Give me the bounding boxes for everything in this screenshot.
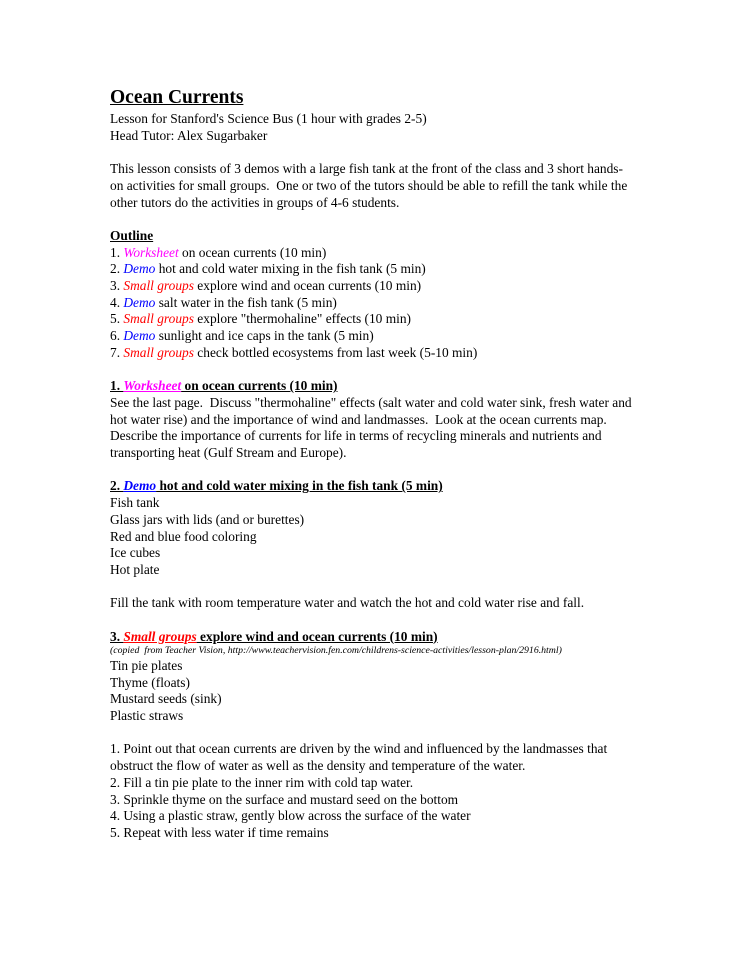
intro-paragraph: This lesson consists of 3 demos with a large fish tank at the front of the class and 3 short hands-on activities for small groups. One or two of the tutors should be able to refill the tank while the other tutors do the activities in groups of 4-6 students. xyxy=(110,161,631,210)
outline-item-6 xyxy=(110,328,634,345)
materials-item: Hot plate xyxy=(110,561,160,577)
materials-item: Glass jars with lids (and or burettes) xyxy=(110,511,305,527)
spacer xyxy=(110,211,634,228)
outline-item-keyword: Demo xyxy=(123,328,156,344)
spacer xyxy=(110,144,634,161)
spacer xyxy=(110,579,634,596)
outline-item-keyword: Small groups xyxy=(123,278,194,293)
outline-item-3 xyxy=(110,278,634,295)
outline-item-prefix: 6. xyxy=(110,328,124,344)
step-line: 3. Sprinkle thyme on the surface and mustard seed on the bottom xyxy=(110,791,459,807)
outline-item-rest: explore wind and ocean currents (10 min) xyxy=(193,278,422,293)
outline-item-2 xyxy=(110,261,634,278)
spacer xyxy=(110,612,634,629)
outline-item-keyword: Small groups xyxy=(123,344,194,360)
outline-item-prefix: 1. xyxy=(110,244,124,260)
step-line: 1. Point out that ocean currents are driven by the wind and influenced by the landmasses that obstruct the flow of water as well as the density and temperature of the water. xyxy=(110,741,611,774)
section-heading-prefix: 3. xyxy=(110,628,124,644)
doc-title: Ocean Currents xyxy=(110,87,244,108)
step-line: 5. Repeat with less water if time remains xyxy=(110,824,329,840)
section-heading-prefix: 1. xyxy=(110,378,124,394)
materials-item: Thyme (floats) xyxy=(110,674,190,690)
section-heading-keyword: Worksheet xyxy=(123,378,182,394)
spacer xyxy=(110,362,634,379)
materials-item: Fish tank xyxy=(110,495,160,511)
outline-item-prefix: 5. xyxy=(110,311,124,327)
section-heading-keyword: Demo xyxy=(123,478,157,494)
outline-item-prefix: 4. xyxy=(110,294,124,310)
spacer xyxy=(110,462,634,479)
section-heading-rest: on ocean currents (10 min) xyxy=(181,378,338,394)
outline-item-keyword: Demo xyxy=(123,261,156,277)
materials-item: Ice cubes xyxy=(110,545,161,561)
outline-item-4 xyxy=(110,295,634,312)
outline-item-5 xyxy=(110,311,634,328)
section-2-note: Fill the tank with room temperature water and watch the hot and cold water rise and fall. xyxy=(110,595,585,611)
section-3-heading xyxy=(110,629,634,646)
outline-item-rest: hot and cold water mixing in the fish tank (5 min) xyxy=(155,261,426,277)
step-line: 2. Fill a tin pie plate to the inner rim with cold tap water. xyxy=(110,774,414,790)
outline-item-prefix: 7. xyxy=(110,344,124,360)
outline-item-rest: on ocean currents (10 min) xyxy=(178,244,327,260)
section-heading-rest: explore wind and ocean currents (10 min) xyxy=(196,628,438,644)
outline-item-rest: check bottled ecosystems from last week (5-10 min) xyxy=(193,344,478,360)
meta-line-lesson: Lesson for Stanford's Science Bus (1 hour with grades 2-5) xyxy=(110,111,427,126)
outline-heading: Outline xyxy=(110,227,154,243)
outline-item-prefix: 2. xyxy=(110,261,124,277)
outline-item-keyword: Small groups xyxy=(123,311,194,327)
outline-item-7 xyxy=(110,345,634,362)
outline-item-rest: salt water in the fish tank (5 min) xyxy=(155,294,337,310)
section-heading-keyword: Small groups xyxy=(123,628,197,644)
section-2-heading xyxy=(110,478,634,495)
materials-item: Red and blue food coloring xyxy=(110,528,257,544)
outline-item-rest: explore "thermohaline" effects (10 min) xyxy=(193,311,412,327)
outline-item-rest: sunlight and ice caps in the tank (5 min) xyxy=(155,328,374,344)
section-heading-rest: hot and cold water mixing in the fish tank (5 min) xyxy=(156,478,443,494)
meta-line-tutor: Head Tutor: Alex Sugarbaker xyxy=(110,127,268,143)
step-line: 4. Using a plastic straw, gently blow across the surface of the water xyxy=(110,808,471,824)
materials-item: Tin pie plates xyxy=(110,657,183,673)
source-citation: (copied from Teacher Vision, http://www.teachervision.fen.com/childrens-science-activities/lesson-plan/2916.html) xyxy=(110,645,562,657)
materials-item: Plastic straws xyxy=(110,708,184,724)
outline-item-keyword: Worksheet xyxy=(123,244,179,260)
section-1-heading xyxy=(110,378,634,395)
outline-item-prefix: 3. xyxy=(110,278,124,293)
section-1-body: See the last page. Discuss "thermohaline" effects (salt water and cold water sink, fresh water and hot water rise) and the importance of wind and landmasses. Look at the ocean currents map. Describe the importance of currents for life in terms of recycling minerals and nutrients and transporting heat (Gulf Stream and Europe). xyxy=(110,394,635,461)
outline-item-keyword: Demo xyxy=(123,294,156,310)
materials-item: Mustard seeds (sink) xyxy=(110,691,222,707)
section-heading-prefix: 2. xyxy=(110,478,124,494)
document-content xyxy=(110,86,634,842)
spacer xyxy=(110,725,634,742)
outline-item-1 xyxy=(110,245,634,262)
